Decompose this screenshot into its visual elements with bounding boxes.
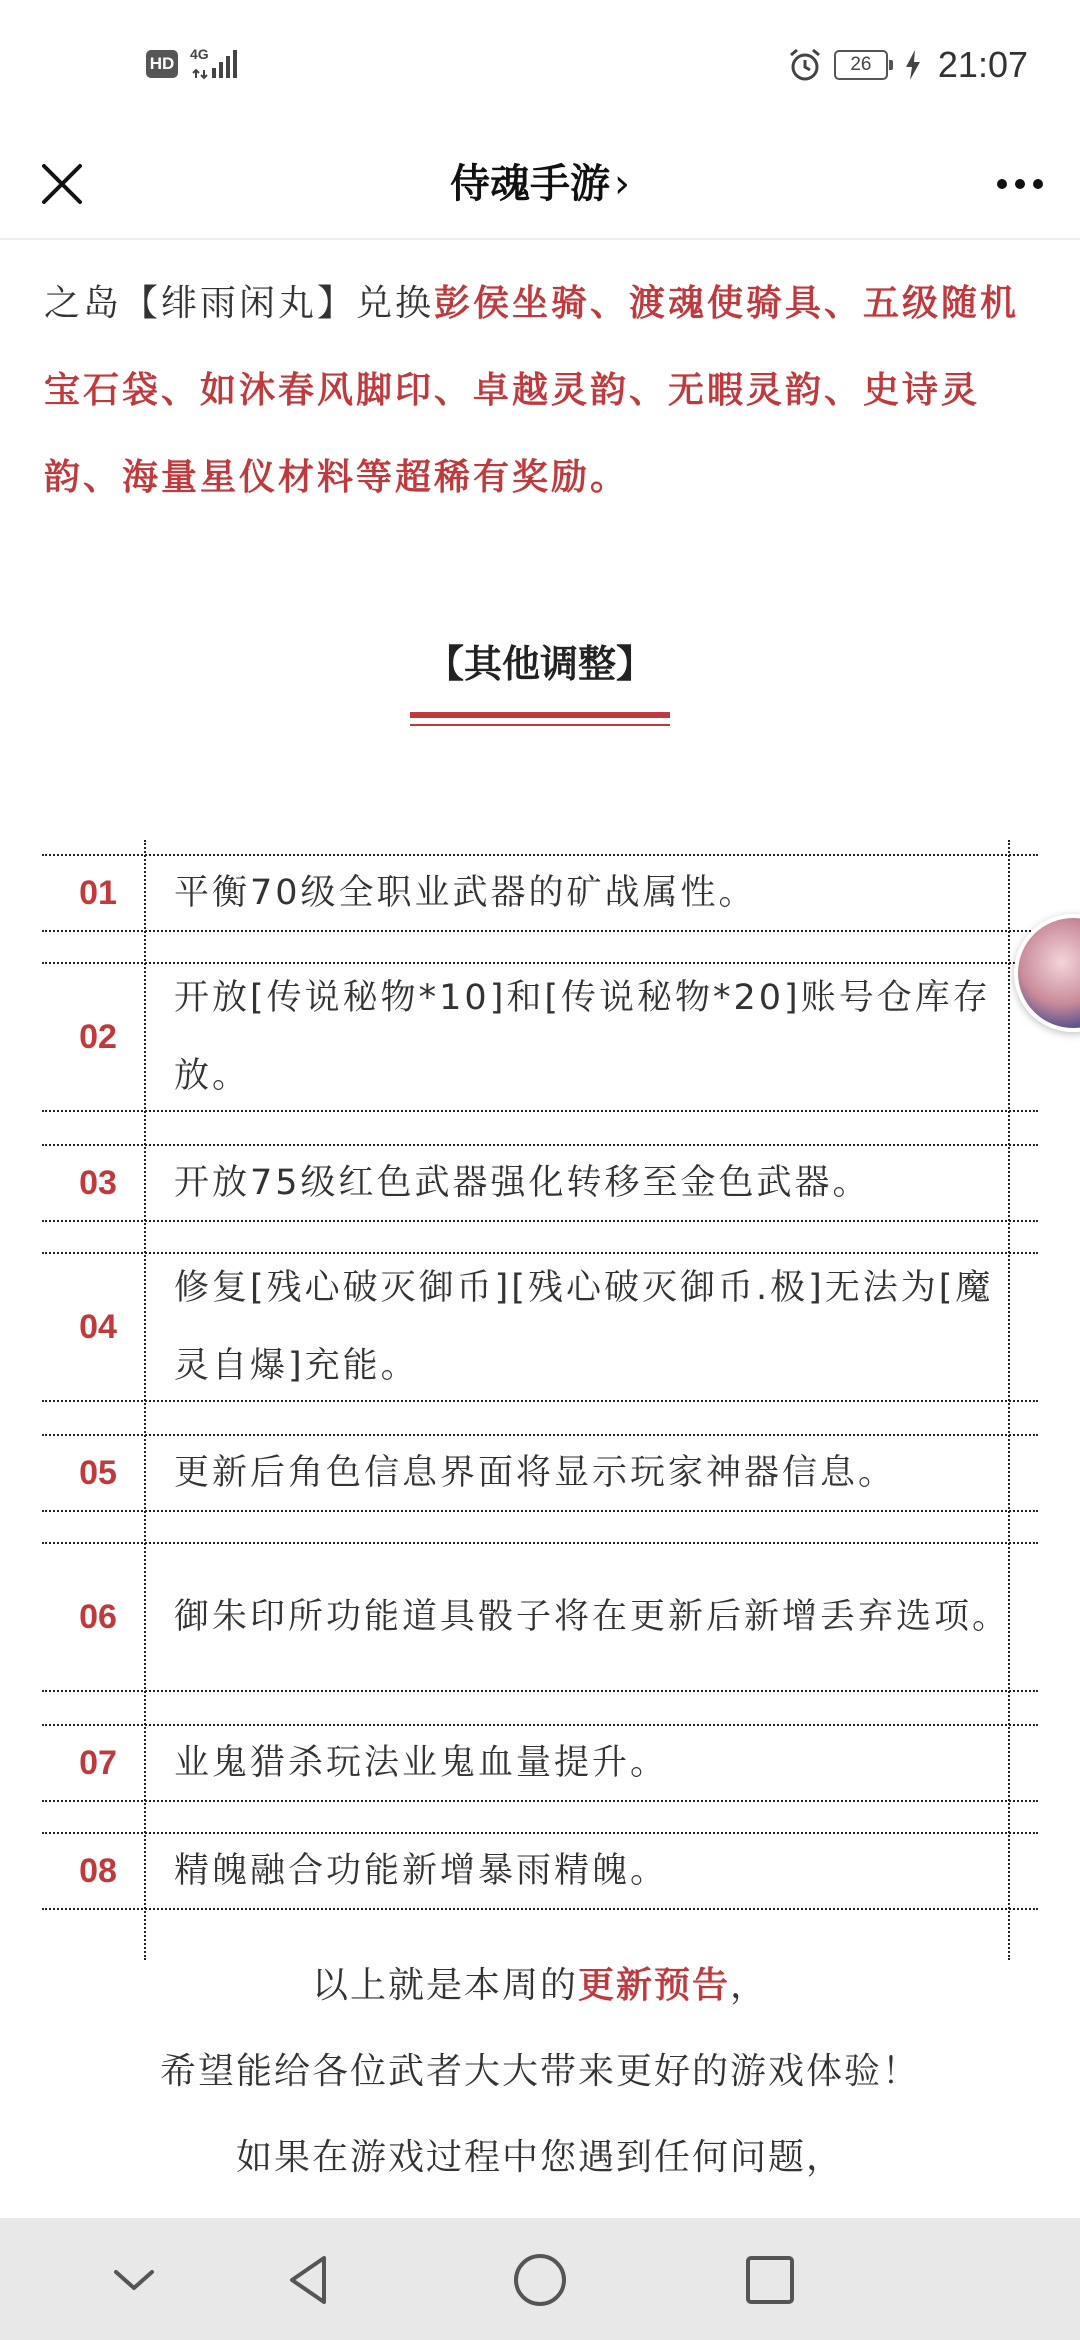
row-text: 业鬼猎杀玩法业鬼血量提升。 [174, 1743, 669, 1783]
row-text: 更新后角色信息界面将显示玩家神器信息。 [174, 1453, 897, 1493]
row-number: 01 [79, 873, 117, 912]
row-text: 御朱印所功能道具骰子将在更新后新增丢弃选项。 [174, 1597, 1011, 1637]
table-row [42, 1252, 1038, 1402]
home-circle-icon [508, 2248, 572, 2312]
network-type: 4G [190, 46, 209, 62]
intro-text: 之岛【绯雨闲丸】兑换 [44, 283, 435, 324]
row-number: 04 [79, 1307, 117, 1346]
alarm-clock-icon [786, 46, 824, 84]
row-text: 平衡70级全职业武器的矿战属性。 [174, 873, 757, 913]
nav-collapse-button[interactable] [102, 2248, 166, 2312]
status-right [786, 40, 1028, 90]
table-row [42, 962, 1038, 1112]
row-number: 06 [79, 1597, 117, 1636]
more-dots-icon [988, 152, 1052, 216]
recents-square-icon [738, 2248, 802, 2312]
back-triangle-icon [278, 2248, 342, 2312]
title-chevron-icon: › [614, 161, 630, 207]
battery-indicator: 26 [834, 50, 888, 80]
outro-text: 以上就是本周的 [311, 1965, 578, 2006]
more-button[interactable] [988, 152, 1052, 216]
top-app-bar [0, 130, 1080, 240]
system-nav-bar [0, 2218, 1080, 2340]
hd-badge: HD [146, 50, 178, 78]
row-number: 07 [79, 1743, 117, 1782]
page-title[interactable] [0, 150, 1080, 218]
nav-home-button[interactable] [508, 2248, 572, 2312]
intro-paragraph [44, 260, 1038, 521]
section-title: 【其他调整】 [425, 642, 654, 686]
table-row [42, 1832, 1038, 1910]
status-bar [0, 0, 1080, 130]
outro-punct: ， [730, 1965, 769, 2006]
table-row [42, 1144, 1038, 1222]
table-row [42, 854, 1038, 932]
outro-line-2: 希望能给各位武者大大带来更好的游戏体验！ [159, 2051, 920, 2092]
outro-line-3: 如果在游戏过程中您遇到任何问题， [235, 2137, 844, 2178]
nav-back-button[interactable] [278, 2248, 342, 2312]
article-content [0, 240, 1080, 2218]
row-text: 开放75级红色武器强化转移至金色武器。 [174, 1163, 871, 1203]
row-number: 08 [79, 1851, 117, 1890]
clock-time: 21:07 [937, 44, 1028, 85]
table-row [42, 1542, 1038, 1692]
page-title-text: 侍魂手游 [450, 161, 610, 207]
row-text: 开放[传说秘物*10]和[传说秘物*20]账号仓库存放。 [174, 978, 991, 1096]
outro-highlight: 更新预告 [577, 1965, 730, 2006]
intro-highlight: 彭侯坐骑、渡魂使骑具、五级随机宝石袋、如沐春风脚印、卓越灵韵、无暇灵韵、史诗灵韵、海量星仪材料等超稀有奖励。 [44, 283, 1020, 498]
outro-line-1 [0, 1956, 1080, 2016]
section-title-underline [410, 712, 670, 728]
table-row [42, 1724, 1038, 1802]
row-number: 05 [79, 1453, 117, 1492]
chevron-down-icon [102, 2248, 166, 2312]
row-text: 精魄融合功能新增暴雨精魄。 [174, 1851, 669, 1891]
row-text: 修复[残心破灭御币][残心破灭御币.极]无法为[魔灵自爆]充能。 [174, 1268, 994, 1386]
nav-recents-button[interactable] [738, 2248, 802, 2312]
row-number: 03 [79, 1163, 117, 1202]
row-number: 02 [79, 1017, 117, 1056]
table-row [42, 1434, 1038, 1512]
charging-bolt-icon [904, 49, 922, 81]
